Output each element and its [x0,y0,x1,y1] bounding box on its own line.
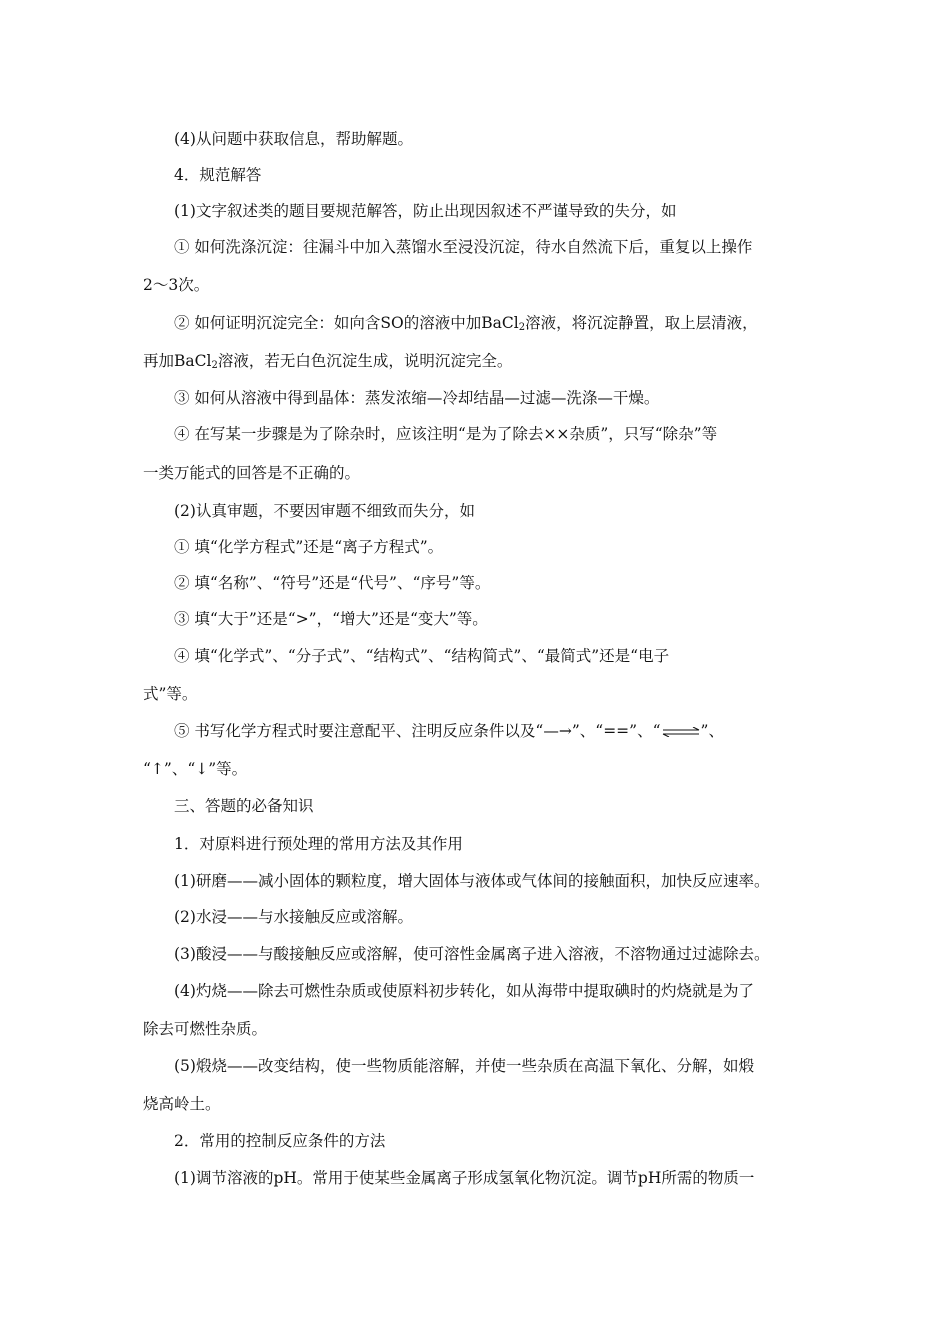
paragraph-line: (5)煅烧——改变结构，使一些物质能溶解，并使一些杂质在高温下氧化、分解，如煅 [174,1057,754,1075]
paragraph-line: ② 填“名称”、“符号”还是“代号”、“序号”等。 [174,574,491,592]
section-heading: 三、答题的必备知识 [174,797,314,815]
reversible-arrow-icon [661,727,701,737]
paragraph-line: ③ 填“大于”还是“>”，“增大”还是“变大”等。 [174,610,488,628]
paragraph-line: 再加BaCl$_2$溶液，若无白色沉淀生成，说明沉淀完全。 [143,352,513,371]
paragraph-line: “↑”、“↓”等。 [143,760,248,778]
paragraph-line: ② 如何证明沉淀完全：如向含SO的溶液中加BaCl$_2$溶液，将沉淀静置，取上层清液， [174,314,758,333]
paragraph-line: (1)调节溶液的pH。常用于使某些金属离子形成氢氧化物沉淀。调节pH所需的物质一 [174,1169,755,1187]
paragraph-line: (4)灼烧——除去可燃性杂质或使原料初步转化，如从海带中提取碘时的灼烧就是为了 [174,982,754,1000]
paragraph-line: (4)从问题中获取信息，帮助解题。 [174,130,413,148]
paragraph-line: 一类万能式的回答是不正确的。 [143,464,361,482]
paragraph-line: ① 填“化学方程式”还是“离子方程式”。 [174,538,444,556]
paragraph-line: ① 如何洗涤沉淀：往漏斗中加入蒸馏水至浸没沉淀，待水自然流下后，重复以上操作 [174,238,753,256]
paragraph-line: 式”等。 [143,685,198,703]
paragraph-line: (2)认真审题，不要因审题不细致而失分，如 [174,502,475,520]
paragraph-line: 除去可燃性杂质。 [143,1020,268,1038]
paragraph-line: ④ 在写某一步骤是为了除杂时，应该注明“是为了除去××杂质”，只写“除杂”等 [174,425,718,443]
paragraph-line: 烧高岭土。 [143,1095,221,1113]
paragraph-line: ⑤ 书写化学方程式时要注意配平、注明反应条件以及“—→”、“==”、“ ”、 [174,722,724,740]
section-heading: 4．规范解答 [174,166,262,184]
paragraph-line: (1)研磨——减小固体的颗粒度，增大固体与液体或气体间的接触面积，加快反应速率。 [174,872,770,890]
paragraph-line: ④ 填“化学式”、“分子式”、“结构式”、“结构简式”、“最简式”还是“电子 [174,647,670,665]
section-heading: 1．对原料进行预处理的常用方法及其作用 [174,835,463,853]
paragraph-line: ③ 如何从溶液中得到晶体：蒸发浓缩—冷却结晶—过滤—洗涤—干燥。 [174,389,660,407]
paragraph-line: (2)水浸——与水接触反应或溶解。 [174,908,413,926]
subscript: 2 [211,360,218,371]
paragraph-line: (3)酸浸——与酸接触反应或溶解，使可溶性金属离子进入溶液，不溶物通过过滤除去。 [174,945,770,963]
section-heading: 2．常用的控制反应条件的方法 [174,1132,386,1150]
subscript: 2 [518,322,526,333]
paragraph-line: 2～3次。 [143,276,210,294]
paragraph-line: (1)文字叙述类的题目要规范解答，防止出现因叙述不严谨导致的失分，如 [174,202,677,220]
